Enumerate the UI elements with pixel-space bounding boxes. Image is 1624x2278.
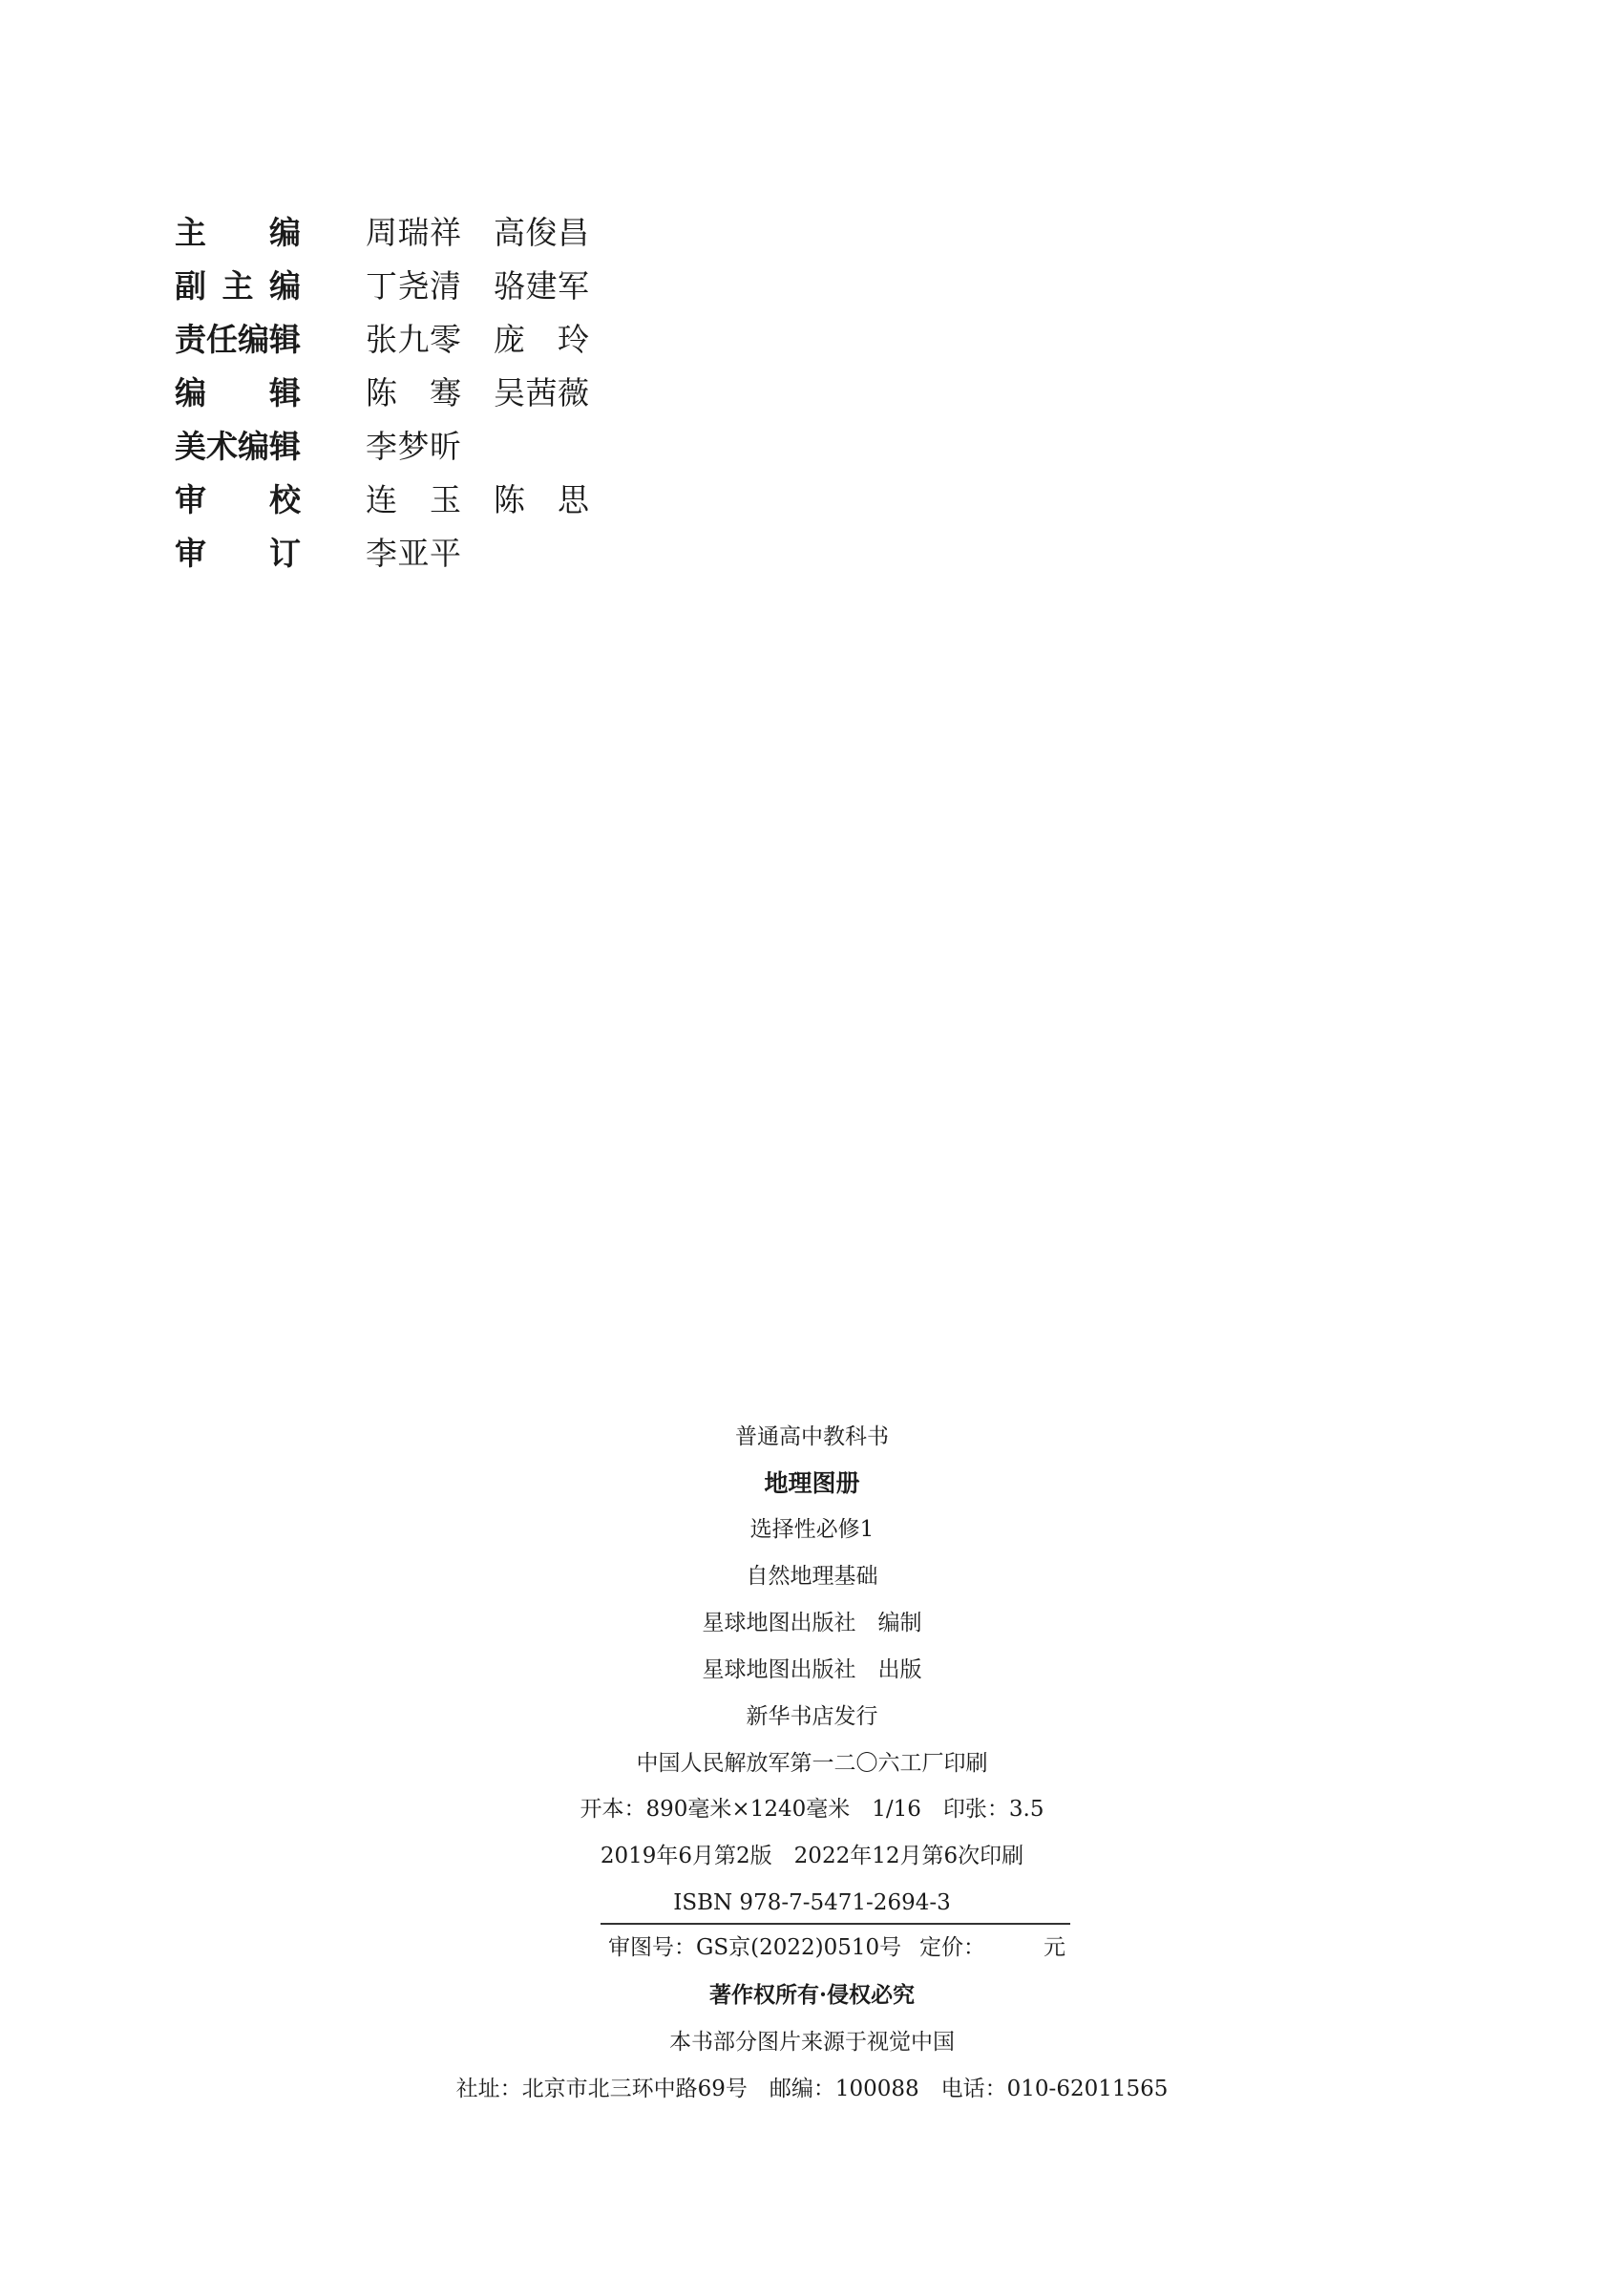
person-name: 陈思 (494, 481, 589, 518)
compiled-by: 星球地图出版社 编制 (702, 1611, 922, 1635)
names (366, 474, 589, 527)
names (366, 313, 589, 367)
edition-info: 2019年6月第2版 2022年12月第6次印刷 (600, 1844, 1024, 1868)
person-name: 高俊昌 (494, 214, 589, 251)
publisher-address: 社址：北京市北三环中路69号 邮编：100088 电话：010-62011565 (455, 2077, 1169, 2101)
names (366, 206, 589, 260)
role-label: 美术编辑 (175, 428, 301, 465)
person-name: 庞玲 (494, 321, 589, 358)
subtitle: 自然地理基础 (746, 1564, 878, 1589)
isbn: ISBN 978-7-5471-2694-3 (673, 1890, 951, 1915)
names (366, 420, 461, 474)
price-label: 定价： (919, 1935, 985, 1960)
names (366, 367, 589, 420)
person-name: 李梦昕 (366, 428, 461, 465)
role-label: 主编 (175, 214, 301, 251)
credit-row-proofreader (175, 474, 671, 527)
person-name: 周瑞祥 (366, 214, 461, 251)
image-credit: 本书部分图片来源于视觉中国 (669, 2030, 955, 2055)
credit-row-chief-editor (175, 206, 671, 260)
person-name: 连玉 (366, 481, 461, 518)
person-name: 吴茜薇 (494, 374, 589, 411)
names (366, 527, 461, 580)
volume: 选择性必修1 (749, 1517, 875, 1542)
person-name: 陈骞 (366, 374, 461, 411)
map-approval-number: 审图号：GS京(2022)0510号 (608, 1935, 902, 1960)
credits-block (175, 206, 671, 580)
series-name: 普通高中教科书 (735, 1424, 889, 1449)
role-label: 编辑 (175, 374, 301, 411)
names (366, 260, 589, 313)
price-unit: 元 (1044, 1935, 1065, 1960)
person-name: 张九零 (366, 321, 461, 358)
printer: 中国人民解放军第一二〇六工厂印刷 (636, 1751, 988, 1776)
credit-row-art-editor (175, 420, 671, 474)
divider (601, 1923, 1070, 1925)
role-label: 审订 (175, 535, 301, 572)
role-label: 副主编 (175, 267, 301, 305)
format-spec: 开本：890毫米×1240毫米 1/16 印张：3.5 (580, 1797, 1044, 1822)
distributor: 新华书店发行 (746, 1704, 878, 1729)
person-name: 李亚平 (366, 535, 461, 572)
published-by: 星球地图出版社 出版 (702, 1657, 922, 1682)
person-name: 丁尧清 (366, 267, 461, 305)
credit-row-deputy-chief-editor (175, 260, 671, 313)
book-title: 地理图册 (764, 1469, 860, 1497)
role-label: 审校 (175, 481, 301, 518)
credit-row-responsible-editor (175, 313, 671, 367)
copyright-notice: 著作权所有·侵权必究 (708, 1982, 915, 2008)
person-name: 骆建军 (494, 267, 589, 305)
credit-row-reviewer (175, 527, 671, 580)
role-label: 责任编辑 (175, 321, 301, 358)
credit-row-editor (175, 367, 671, 420)
